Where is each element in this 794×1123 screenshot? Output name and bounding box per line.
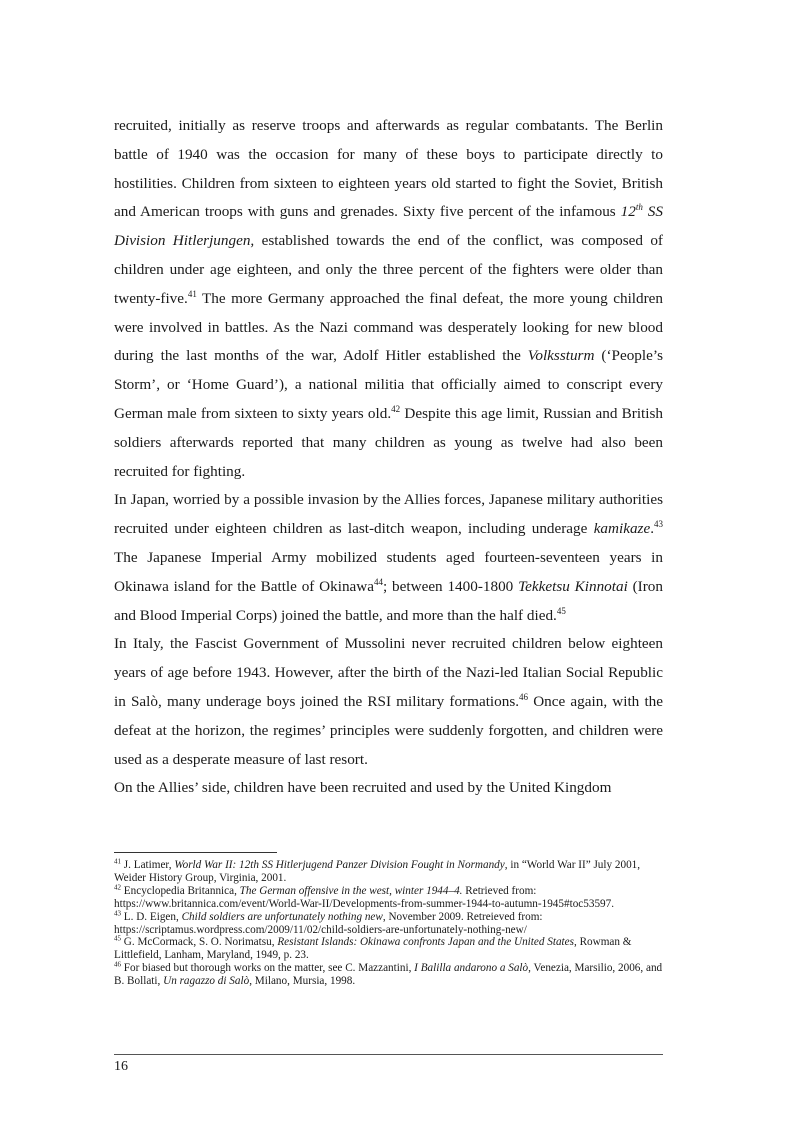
- italic-division-name: 12th SS Division Hitlerjungen,: [114, 202, 663, 250]
- italic-tekketsu: Tekketsu Kinnotai: [518, 577, 628, 595]
- paragraph-germany: recruited, initially as reserve troops and afterwards as regular combatants. The Berlin battle of 1940 was the occasion for many of these boys to participate directly to hostilities. Children from sixteen to eighteen years old started to fight the Soviet, British and American troops with guns and grenades. Sixty five percent of the infamous 12th SS Division Hitlerjungen, established towards the end of the conflict, was composed of children under age eighteen, and only the three percent of the fighters were older than twenty-five.$^{41}$ The more Germany approached the final defeat, the more young children were involved in battles. As the Nazi command was desperately looking for new blood during the last months of the war, Adolf Hitler established the Volkssturm (‘People’s Storm’, or ‘Home Guard’), a national militia that officially aimed to conscript every German male from sixteen to sixty years old.$^{42}$ Despite this age limit, Russian and British soldiers afterwards reported that many children as young as twelve had also been recruited for fighting.: [114, 117, 663, 480]
- footnote-ref-41[interactable]: 41: [187, 288, 197, 299]
- paragraph-allies: On the Allies’ side, children have been recruited and used by the United Kingdom: [114, 779, 612, 797]
- footnote-43: $^{43}$ L. D. Eigen, Child soldiers are unfortunately nothing new, November 2009. Retreieved from: https://scriptamus.wordpress.com/2009/11/02/child-soldiers-are-unfortunately-nothing-new/: [114, 908, 543, 936]
- footer-rule: [114, 1054, 663, 1055]
- footnote-46: $^{46}$ For biased but thorough works on the matter, see C. Mazzantini, I Balilla andarono a Salò, Venezia, Marsilio, 2006, and B. Bollati, Un ragazzo di Salò, Milano, Mursia, 1998.: [114, 960, 663, 988]
- paragraph-japan: In Japan, worried by a possible invasion by the Allies forces, Japanese military authorities recruited under eighteen children as last-ditch weapon, including underage kamikaze.$^{43}$ The Japanese Imperial Army mobilized students aged fourteen-seventeen years in Okinawa island for the Battle of Okinawa$^{44}$; between 1400-1800 Tekketsu Kinnotai (Iron and Blood Imperial Corps) joined the battle, and more than the half died.$^{45}$: [114, 491, 663, 624]
- body-text: [114, 112, 663, 803]
- footnote-ref-45[interactable]: 45: [556, 605, 566, 616]
- footnote-ref-42[interactable]: 42: [391, 403, 401, 414]
- italic-kamikaze: kamikaze: [593, 520, 651, 538]
- footnote-ref-46[interactable]: 46: [519, 691, 529, 702]
- footnote-ref-44[interactable]: 44: [374, 576, 384, 587]
- footnote-41: $^{41}$ J. Latimer, World War II: 12th SS Hitlerjugend Panzer Division Fought in Normandy, in “World War II” July 2001, Weider History Group, Virginia, 2001.: [114, 857, 641, 884]
- footnote-42: $^{42}$ Encyclopedia Britannica, The German offensive in the west, winter 1944–4. Retrieved from: https://www.britannica.com/event/World-War-II/Developments-from-summer-1944-to-autumn-1945#toc53597.: [114, 883, 615, 910]
- footnote-separator: [114, 852, 277, 853]
- footnote-45: $^{45}$ G. McCormack, S. O. Norimatsu, Resistant Islands: Okinawa confronts Japan and the United States, Rowman & Littlefield, Lanham, Maryland, 1949, p. 23.: [114, 934, 632, 962]
- italic-volkssturm: Volkssturm: [527, 347, 595, 365]
- footnotes: [114, 859, 663, 988]
- paragraph-italy: In Italy, the Fascist Government of Mussolini never recruited children below eighteen years of age before 1943. However, after the birth of the Nazi-led Italian Social Republic in Salò, many underage boys joined the RSI military formations.$^{46}$ Once again, with the defeat at the horizon, the regimes’ principles were suddenly forgotten, and children were used as a desperate measure of last resort.: [114, 635, 663, 768]
- footnote-ref-43[interactable]: 43: [654, 519, 663, 530]
- page-number: 16: [114, 1059, 128, 1074]
